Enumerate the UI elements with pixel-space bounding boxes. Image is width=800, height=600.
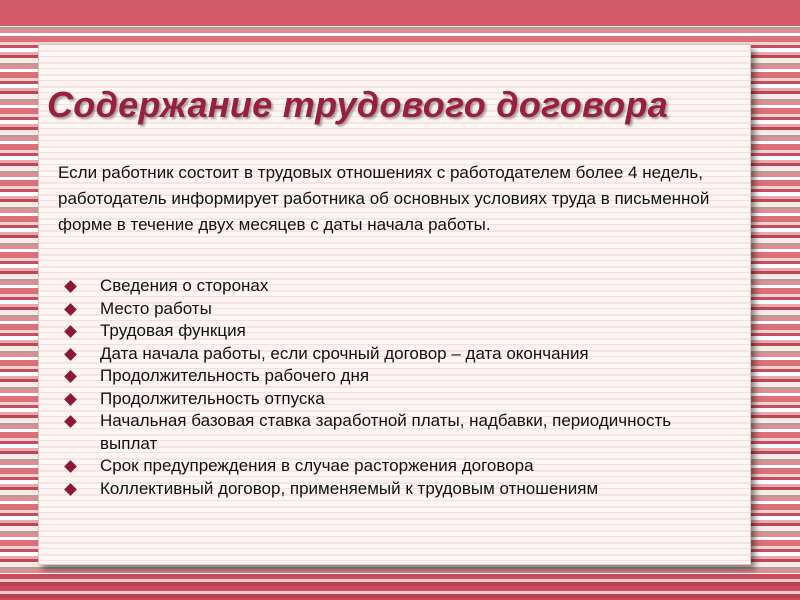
slide-title: Содержание трудового договора	[47, 84, 669, 125]
bullet-item	[66, 298, 716, 321]
diamond-bullet-icon	[64, 325, 77, 338]
bullet-text: Сведения о сторонах	[100, 276, 269, 295]
bullet-item	[66, 455, 716, 478]
bullet-item	[66, 275, 716, 298]
bullet-text: Срок предупреждения в случае расторжения договора	[100, 456, 534, 475]
diamond-bullet-icon	[64, 348, 77, 361]
top-stripe-band	[0, 0, 800, 26]
diamond-bullet-icon	[64, 460, 77, 473]
bullet-item	[66, 343, 716, 366]
diamond-bullet-icon	[64, 370, 77, 383]
bullet-text: Продолжительность рабочего дня	[100, 366, 370, 385]
bullet-item	[66, 478, 716, 501]
diamond-bullet-icon	[64, 483, 77, 496]
diamond-bullet-icon	[64, 303, 77, 316]
diamond-bullet-icon	[64, 415, 77, 428]
bullet-item	[66, 410, 716, 455]
bullet-list	[66, 275, 716, 500]
intro-paragraph: Если работник состоит в трудовых отношениях с работодателем более 4 недель, работодатель информирует работника об основных условиях труда в письменной форме в течение двух месяцев с даты начала работы.	[58, 163, 710, 234]
bullet-text: Место работы	[100, 298, 212, 318]
bullet-text: Трудовая функция	[100, 321, 246, 340]
bullet-text: Продолжительность отпуска	[100, 388, 325, 408]
bullet-text: Коллективный договор, применяемый к трудовым отношениям	[100, 478, 599, 498]
diamond-bullet-icon	[64, 280, 77, 293]
bullet-text: Дата начала работы, если срочный договор – дата окончания	[100, 343, 589, 363]
bullet-item	[66, 320, 716, 343]
bullet-item	[66, 365, 716, 388]
bottom-stripe-band	[0, 574, 800, 600]
bullet-text: Начальная базовая ставка заработной платы, надбавки, периодичность выплат	[100, 411, 672, 453]
diamond-bullet-icon	[64, 393, 77, 406]
bullet-item	[66, 388, 716, 411]
